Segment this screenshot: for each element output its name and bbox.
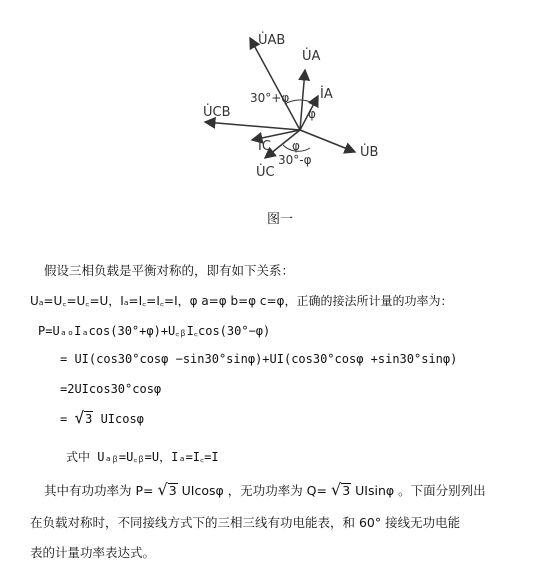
equation-note: 式中 Uₐᵦ=U꜀ᵦ=U，Iₐ=I꜀=I (66, 450, 219, 464)
label-u-c: U̇C (256, 165, 275, 180)
figure-caption: 图一 (266, 212, 293, 227)
power-paragraph-line-3: 表的计量功率表达式。 (30, 545, 156, 560)
label-u-ab: U̇AB (258, 33, 286, 48)
label-angle-30-plus-phi: 30°+φ (250, 91, 290, 105)
power-paragraph-line-2: 在负载对称时，不同接线方式下的三相三线有功电能表，和 60° 接线无功电能 (30, 515, 461, 530)
sqrt-symbol: √ 3 (74, 408, 93, 427)
equation-4: = √ 3 UIcosφ (60, 408, 144, 427)
label-u-b: U̇B (360, 145, 379, 160)
equation-3: =2UIcos30°cosφ (60, 382, 162, 396)
label-i-a: İA (320, 87, 333, 102)
label-phi-c: φ (292, 139, 300, 153)
label-u-a: U̇A (302, 49, 321, 64)
equation-2: = UI(cos30°cosφ −sin30°sinφ)+UI(cos30°cosφ +sin30°sinφ) (60, 352, 458, 366)
u-cb-vector (205, 122, 300, 130)
label-phi-a: φ (308, 107, 316, 121)
intro-text: 假设三相负载是平衡对称的，即有如下关系： (44, 263, 295, 278)
phasor-diagram (0, 0, 560, 200)
relations-text: Uₐ=U꜀=U꜀=U，Iₐ=I꜀=I꜀=I，φ a=φ b=φ c=φ，正确的接法所计量的功率为： (30, 294, 453, 308)
label-u-cb: U̇CB (203, 105, 231, 120)
label-i-c: İC (258, 139, 271, 154)
equation-1: P=UₐₒIₐcos(30°+φ)+U꜀ᵦI꜀cos(30°−φ) (38, 324, 271, 338)
label-angle-30-minus-phi: 30°-φ (278, 153, 312, 167)
power-paragraph-line-1: 其中有功功率为 P= √ 3 UIcosφ ，无功功率为 Q= √ 3 UIsinφ 。下面分别列出 (44, 480, 486, 499)
u-ab-vector (250, 38, 300, 130)
